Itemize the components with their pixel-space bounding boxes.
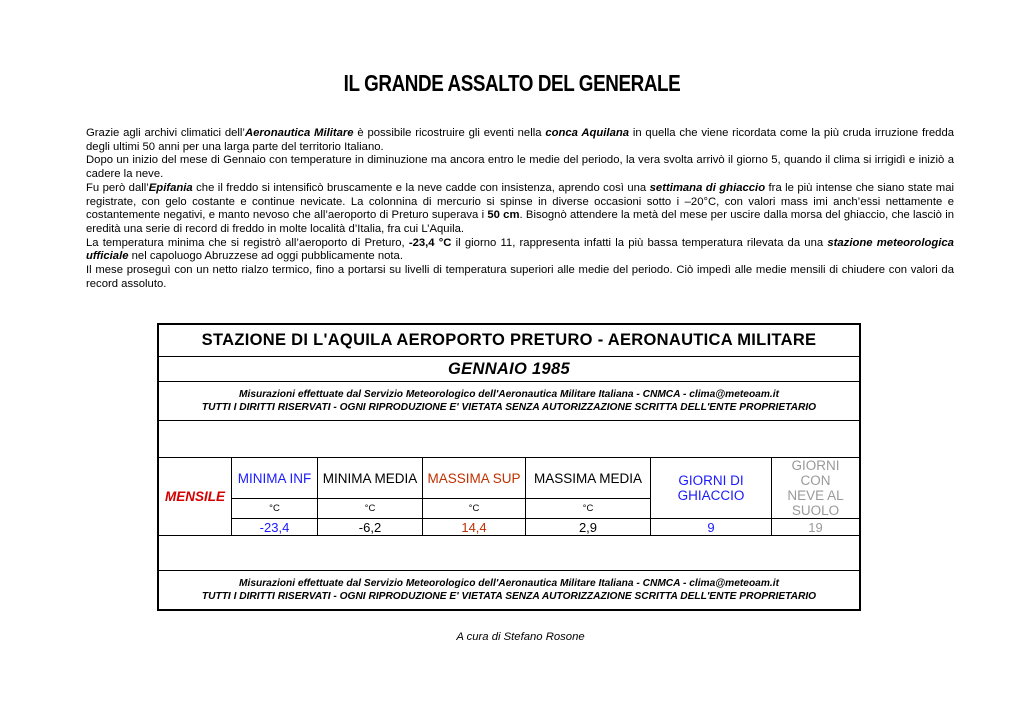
emphasis-conca-aquilana: conca Aquilana [545, 127, 630, 139]
value-minima-media: -6,2 [318, 519, 423, 536]
paragraph-1 [86, 127, 954, 154]
text-span: nel capoluogo Abruzzese ad oggi pubblicamente nota. [128, 250, 403, 263]
emphasis-stazione-ufficiale: stazione meteorologica ufficiale [86, 236, 954, 263]
text-span: che il freddo si intensificò bruscamente e la neve cadde con insistenza, aprendo così una [192, 181, 650, 194]
source-note-line-1: Misurazioni effettuate dal Servizio Meteorologico dell'Aeronautica Militare Italiana - CNMCA - clima@meteoam.it [239, 389, 779, 400]
unit-minima-inf: °C [232, 499, 318, 519]
text-span: è possibile ricostruire gli eventi nella [353, 127, 546, 139]
text-span: Fu però dall’ [86, 181, 149, 194]
row-label-mensile: MENSILE [158, 458, 232, 536]
station-name: STAZIONE DI L'AQUILA AEROPORTO PRETURO - AERONAUTICA MILITARE [158, 324, 860, 357]
value-giorni-con-neve: 19 [772, 519, 861, 536]
source-note-bottom [158, 571, 860, 611]
spacer-row [158, 536, 860, 571]
paragraph-2 [86, 154, 954, 181]
paragraph-4 [86, 237, 954, 264]
value-massima-sup: 14,4 [423, 519, 526, 536]
source-note-line-2: TUTTI I DIRITTI RISERVATI - OGNI RIPRODUZIONE E' VIETATA SENZA AUTORIZZAZIONE SCRITTA DELL'ENTE PROPRIETARIO [201, 591, 817, 602]
column-header-minima-inf: MINIMA INF [232, 458, 318, 499]
value-massima-media: 2,9 [526, 519, 651, 536]
text-span: Grazie agli archivi climatici dell’ [86, 127, 245, 139]
unit-minima-media: °C [318, 499, 423, 519]
text-span: . Bisognò attendere la metà del mese per uscire dalla morsa del ghiaccio, che lasciò in eredità una serie di record di freddo in molte località d’Italia, fra cui L’Aquila. [86, 209, 954, 235]
source-note-line-2: TUTTI I DIRITTI RISERVATI - OGNI RIPRODUZIONE E' VIETATA SENZA AUTORIZZAZIONE SCRITTA DELL'ENTE PROPRIETARIO [201, 402, 817, 413]
page-title: IL GRANDE ASSALTO DEL GENERALE [343, 70, 681, 96]
text-span: Il mese proseguì con un netto rialzo termico, fino a portarsi su livelli di temperatura superiori alle medie del periodo. Ciò impedì alle medie mensili di chiudere con valori da record assoluto. [86, 264, 954, 290]
unit-massima-media: °C [526, 499, 651, 519]
unit-massima-sup: °C [423, 499, 526, 519]
emphasis-epifania: Epifania [148, 181, 193, 194]
source-note-line-1: Misurazioni effettuate dal Servizio Meteorologico dell'Aeronautica Militare Italiana - CNMCA - clima@meteoam.it [239, 578, 779, 589]
column-header-minima-media: MINIMA MEDIA [318, 458, 423, 499]
text-span: il giorno 11, rappresenta infatti la più bassa temperatura rilevata da una [451, 236, 828, 249]
emphasis-aeronautica-militare: Aeronautica Militare [244, 127, 354, 139]
emphasis-minimum-temperature: -23,4 °C [408, 236, 452, 249]
column-header-massima-sup: MASSIMA SUP [423, 458, 526, 499]
text-span: in quella che viene ricordata come la più cruda irruzione fredda degli ultimi 50 anni per una larga parte del territorio Italiano. [86, 127, 955, 153]
author-credit: A cura di Stefano Rosone [456, 631, 585, 643]
text-span: fra le più intense che siano state mai registrate, con gelo costante e continue nevicate. La colonnina di mercurio si spinse in diverse occasioni sotto i –20°C, con valori mass imi anch’essi nettamente e costantemente negativi, e manto nevoso che all’aeroporto di Preturo superava i [86, 181, 954, 222]
text-span: La temperatura minima che si registrò all’aeroporto di Preturo, [86, 236, 409, 249]
source-note [158, 382, 860, 421]
value-giorni-di-ghiaccio: 9 [651, 519, 772, 536]
climate-data-table [157, 323, 861, 611]
month-label: GENNAIO 1985 [158, 357, 860, 382]
emphasis-settimana-di-ghiaccio: settimana di ghiaccio [649, 181, 766, 194]
paragraph-3 [86, 182, 954, 237]
column-header-giorni-con-neve: GIORNI CON NEVE AL SUOLO [772, 458, 861, 519]
value-minima-inf: -23,4 [232, 519, 318, 536]
column-header-giorni-di-ghiaccio: GIORNI DI GHIACCIO [651, 458, 772, 519]
column-header-massima-media: MASSIMA MEDIA [526, 458, 651, 499]
spacer-row [158, 421, 860, 458]
emphasis-50-cm: 50 cm [487, 209, 520, 222]
text-span: Dopo un inizio del mese di Gennaio con temperature in diminuzione ma ancora entro le medie del periodo, la vera svolta arrivò il giorno 5, quando il clima si irrigidì e iniziò a cadere la neve. [86, 154, 954, 181]
article-body [86, 127, 954, 291]
paragraph-5 [86, 264, 954, 291]
